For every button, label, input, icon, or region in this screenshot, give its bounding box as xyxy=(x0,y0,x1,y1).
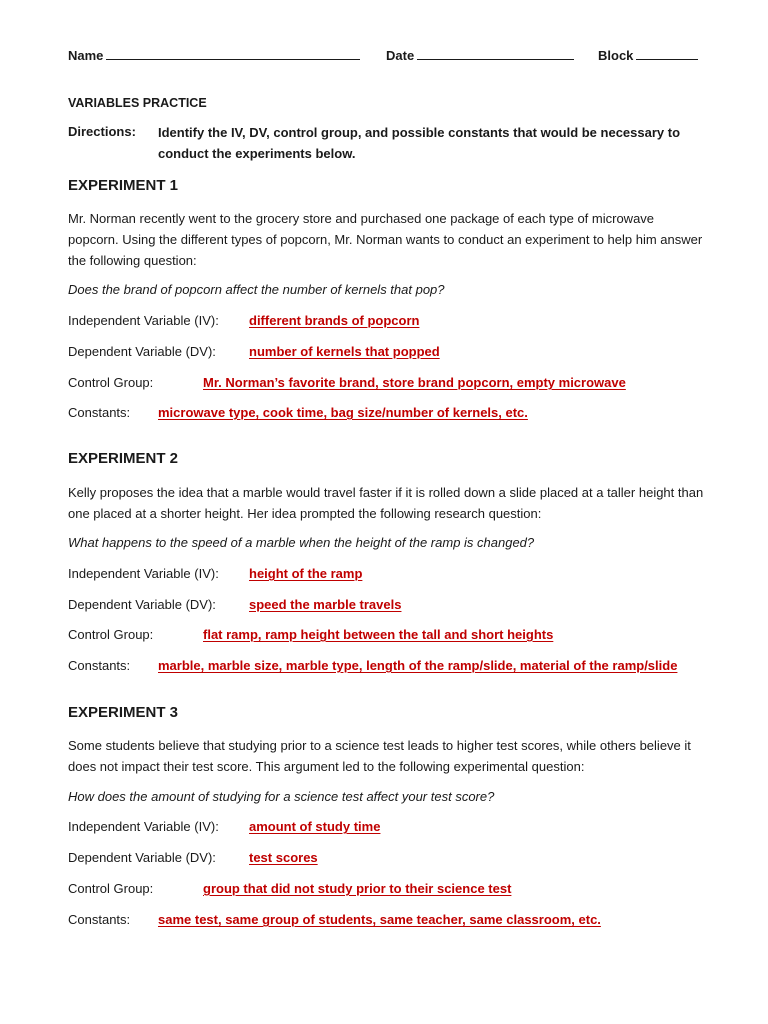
experiment-3-paragraph: Some students believe that studying prior to a science test leads to higher test scores, while others believe it does not impact their test score. This argument led to the following experimental question: xyxy=(68,738,691,774)
experiment-2-paragraph: Kelly proposes the idea that a marble would travel faster if it is rolled down a slide placed at a taller height than one placed at a shorter height. Her idea prompted the following research question: xyxy=(68,485,704,521)
experiment-1-question: Does the brand of popcorn affect the number of kernels that pop? xyxy=(68,282,445,297)
experiment-1-iv-label: Independent Variable (IV): xyxy=(68,313,219,328)
experiment-2-constants-label: Constants: xyxy=(68,658,131,673)
date-label: Date xyxy=(386,48,415,63)
date-field xyxy=(386,47,574,64)
experiment-2-constants-answer: marble, marble size, marble type, length of the ramp/slide, material of the ramp/slide xyxy=(158,658,678,673)
block-blank-line xyxy=(636,47,698,60)
experiment-3-control-answer: group that did not study prior to their science test xyxy=(203,881,512,896)
experiment-2-question: What happens to the speed of a marble when the height of the ramp is changed? xyxy=(68,535,535,550)
experiment-3-constants-answer: same test, same group of students, same teacher, same classroom, etc. xyxy=(158,912,601,927)
page-title: VARIABLES PRACTICE xyxy=(68,96,207,110)
experiment-2-heading: EXPERIMENT 2 xyxy=(68,450,179,467)
experiment-3-dv-label: Dependent Variable (DV): xyxy=(68,850,216,865)
experiment-1-control-label: Control Group: xyxy=(68,375,154,390)
experiment-2-iv-label: Independent Variable (IV): xyxy=(68,566,219,581)
experiment-2-iv-answer: height of the ramp xyxy=(249,566,363,581)
name-blank-line xyxy=(106,47,360,60)
directions-label: Directions: xyxy=(68,124,136,139)
experiment-2-control-answer: flat ramp, ramp height between the tall and short heights xyxy=(203,627,554,642)
block-field xyxy=(598,47,698,64)
experiment-3-iv-label: Independent Variable (IV): xyxy=(68,819,219,834)
experiment-1-heading: EXPERIMENT 1 xyxy=(68,177,179,194)
date-blank-line xyxy=(417,47,574,60)
block-label: Block xyxy=(598,48,634,63)
name-label: Name xyxy=(68,48,104,63)
name-field xyxy=(68,47,360,64)
experiment-1-constants-label: Constants: xyxy=(68,405,131,420)
experiment-1-iv-answer: different brands of popcorn xyxy=(249,313,420,328)
experiment-2-dv-label: Dependent Variable (DV): xyxy=(68,597,216,612)
experiment-1-dv-label: Dependent Variable (DV): xyxy=(68,344,216,359)
experiment-1-constants-answer: microwave type, cook time, bag size/number of kernels, etc. xyxy=(158,405,528,420)
experiment-3-iv-answer: amount of study time xyxy=(249,819,381,834)
experiment-3-heading: EXPERIMENT 3 xyxy=(68,704,179,721)
experiment-3-dv-answer: test scores xyxy=(249,850,318,865)
experiment-1-dv-answer: number of kernels that popped xyxy=(249,344,440,359)
experiment-1-paragraph: Mr. Norman recently went to the grocery store and purchased one package of each type of microwave popcorn. Using the different types of popcorn, Mr. Norman wants to conduct an experiment to help him answer the following question: xyxy=(68,211,703,268)
experiment-3-constants-label: Constants: xyxy=(68,912,131,927)
experiment-3-control-label: Control Group: xyxy=(68,881,154,896)
directions-text: Identify the IV, DV, control group, and possible constants that would be necessary to conduct the experiments below. xyxy=(158,125,681,161)
experiment-2-control-label: Control Group: xyxy=(68,627,154,642)
experiment-2-dv-answer: speed the marble travels xyxy=(249,597,402,612)
experiment-1-control-answer: Mr. Norman’s favorite brand, store brand popcorn, empty microwave xyxy=(203,375,626,390)
experiment-3-question: How does the amount of studying for a science test affect your test score? xyxy=(68,789,495,804)
